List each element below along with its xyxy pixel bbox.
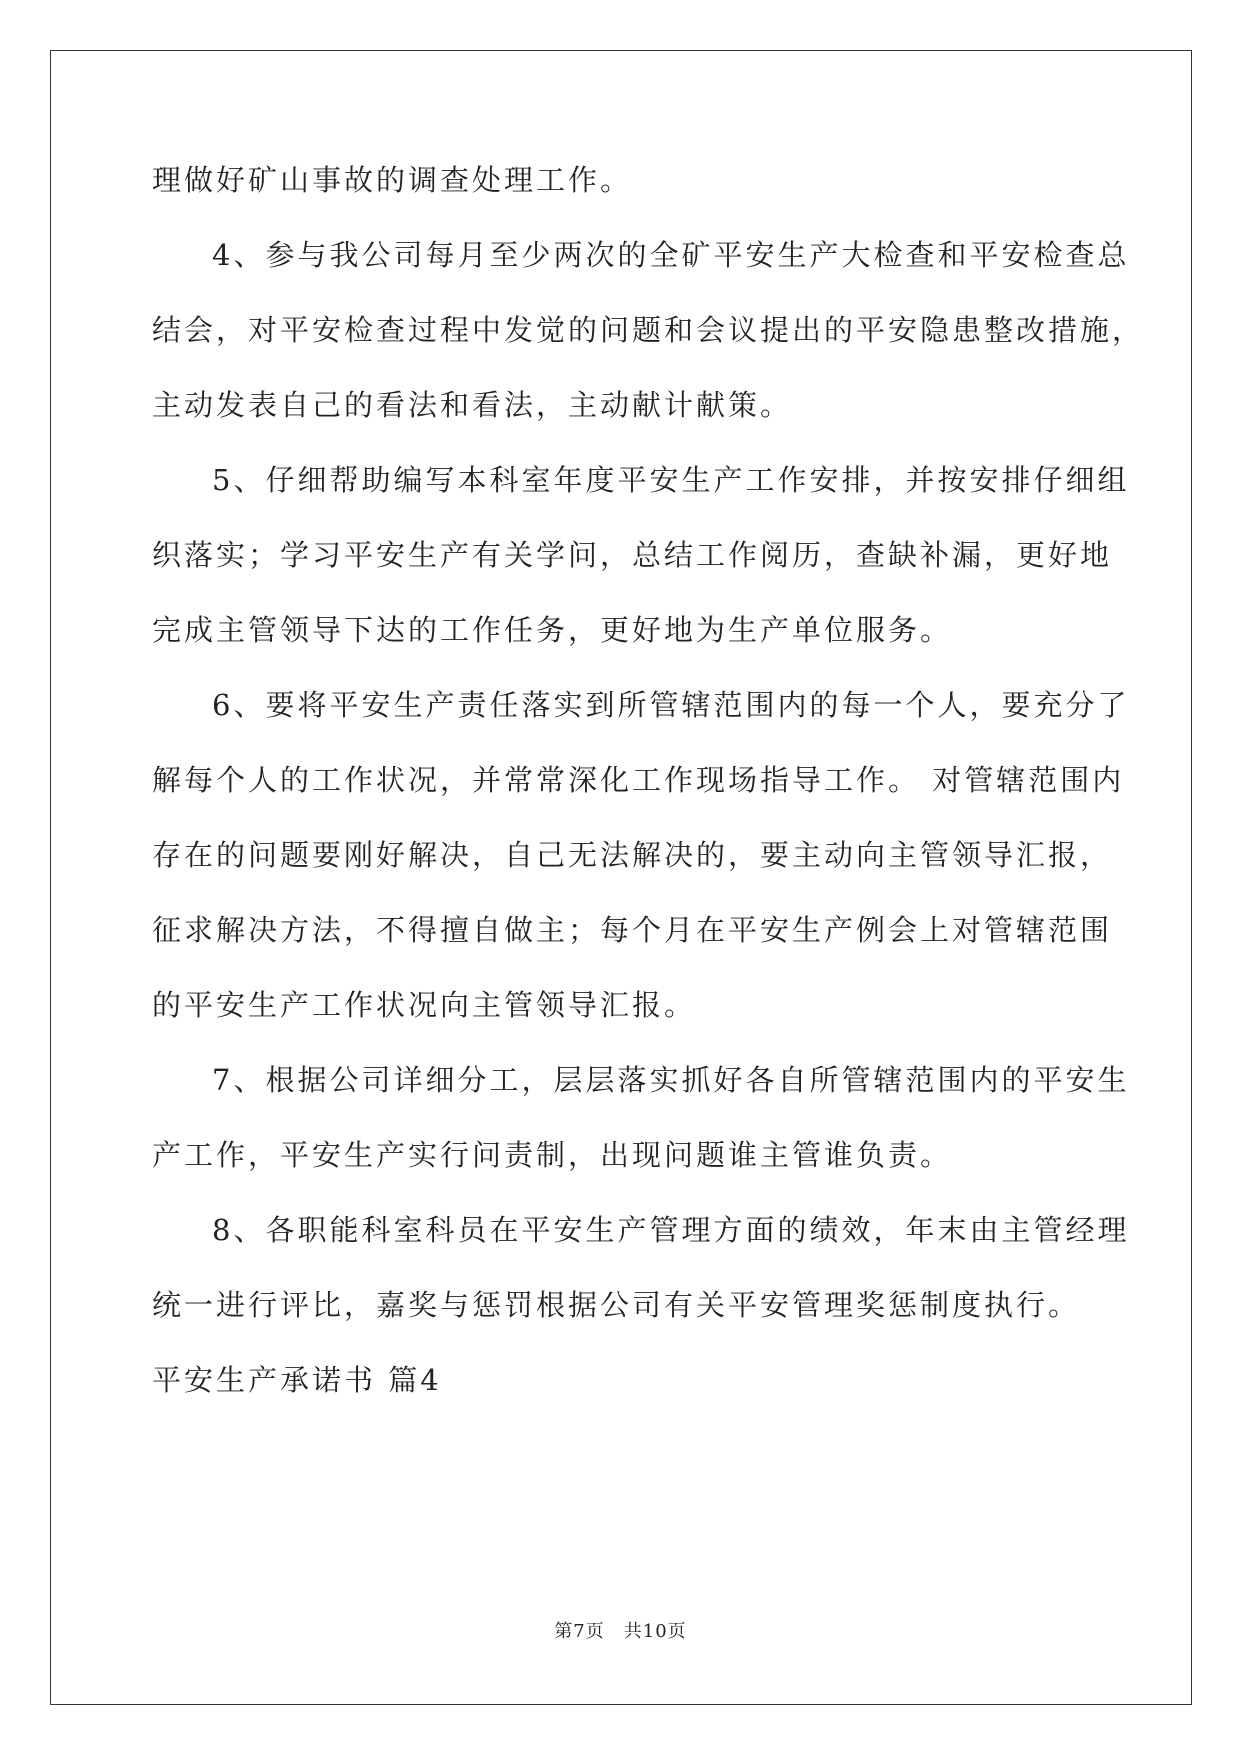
body-line: 征求解决方法，不得擅自做主；每个月在平安生产例会上对管辖范围 — [152, 913, 1113, 947]
body-line: 统一进行评比，嘉奖与惩罚根据公司有关平安管理奖惩制度执行。 — [152, 1288, 1081, 1322]
body-line: 主动发表自己的看法和看法，主动献计献策。 — [152, 388, 793, 422]
body-line: 5、仔细帮助编写本科室年度平安生产工作安排，并按安排仔细组 — [212, 463, 1130, 497]
body-line: 存在的问题要刚好解决，自己无法解决的，要主动向主管领导汇报， — [152, 838, 1113, 872]
body-line: 4、参与我公司每月至少两次的全矿平安生产大检查和平安检查总 — [212, 238, 1130, 272]
page-number: 第7页 共10页 — [554, 1621, 687, 1642]
body-line: 结会，对平安检查过程中发觉的问题和会议提出的平安隐患整改措施， — [152, 313, 1145, 347]
body-line: 的平安生产工作状况向主管领导汇报。 — [152, 988, 697, 1022]
body-line: 8、各职能科室科员在平安生产管理方面的绩效，年末由主管经理 — [212, 1213, 1130, 1247]
body-line: 7、根据公司详细分工，层层落实抓好各自所管辖范围内的平安生 — [212, 1063, 1130, 1097]
body-line: 理做好矿山事故的调查处理工作。 — [152, 163, 633, 197]
body-line: 完成主管领导下达的工作任务，更好地为生产单位服务。 — [152, 613, 953, 647]
document-body — [152, 160, 1145, 1435]
body-line: 织落实；学习平安生产有关学问，总结工作阅历，查缺补漏，更好地 — [152, 538, 1113, 572]
body-line: 产工作，平安生产实行问责制，出现问题谁主管谁负责。 — [152, 1138, 953, 1172]
body-line: 解每个人的工作状况，并常常深化工作现场指导工作。 对管辖范围内 — [152, 763, 1125, 797]
section-heading: 平安生产承诺书 篇4 — [152, 1363, 442, 1397]
body-line: 6、要将平安生产责任落实到所管辖范围内的每一个人，要充分了 — [212, 688, 1130, 722]
